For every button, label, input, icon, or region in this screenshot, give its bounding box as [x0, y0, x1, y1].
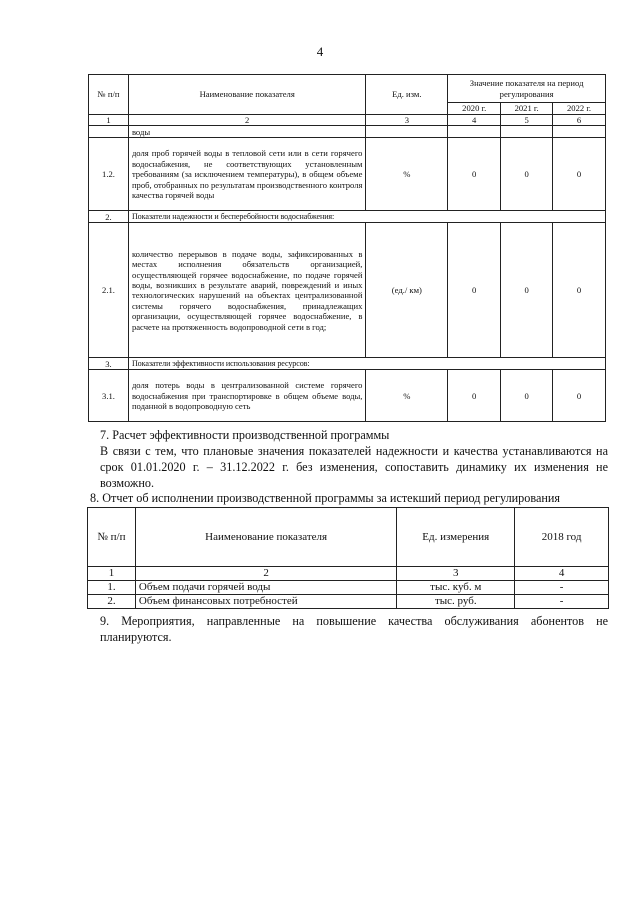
table-row — [89, 138, 606, 211]
row-value: 0 — [501, 370, 553, 422]
row-value: 0 — [448, 223, 501, 358]
empty-cell — [501, 126, 553, 138]
row-name: Объем подачи горячей воды — [135, 581, 396, 595]
row-name: Объем финансовых потребностей — [135, 595, 396, 609]
col-number: 2 — [128, 115, 366, 126]
row-value: 0 — [448, 370, 501, 422]
section-num: 3. — [89, 358, 129, 370]
header-year: 2021 г. — [501, 103, 553, 115]
row-value: 0 — [553, 138, 606, 211]
indicators-table — [88, 74, 606, 422]
col-number: 3 — [397, 567, 515, 581]
row-name: доля потерь воды в централизованной системе горячего водоснабжения при транспортировке в общем объеме воды, поданной в водопроводную сеть — [128, 370, 366, 422]
row-unit: тыс. куб. м — [397, 581, 515, 595]
table-row — [88, 581, 609, 595]
col-number: 4 — [515, 567, 609, 581]
header-unit: Ед. изм. — [366, 75, 448, 115]
empty-cell — [448, 126, 501, 138]
empty-cell — [553, 126, 606, 138]
row-num: 1.2. — [89, 138, 129, 211]
row-num: 3.1. — [89, 370, 129, 422]
row-value: 0 — [553, 223, 606, 358]
section-title: Показатели надежности и бесперебойности водоснабжения: — [128, 211, 605, 223]
header-year: 2022 г. — [553, 103, 606, 115]
header-name: Наименование показателя — [135, 508, 396, 567]
table-row — [89, 370, 606, 422]
row-num: 2. — [88, 595, 136, 609]
table-row — [88, 595, 609, 609]
row-value: - — [515, 581, 609, 595]
col-number: 1 — [88, 567, 136, 581]
report-table — [87, 507, 609, 609]
col-number: 5 — [501, 115, 553, 126]
table-row — [89, 223, 606, 358]
row-value: 0 — [501, 138, 553, 211]
row-unit: % — [366, 370, 448, 422]
row-unit: (ед./ км) — [366, 223, 448, 358]
col-number: 1 — [89, 115, 129, 126]
section7-title: 7. Расчет эффективности производственной программы — [100, 428, 390, 442]
col-number: 4 — [448, 115, 501, 126]
header-year: 2018 год — [515, 508, 609, 567]
section-row — [89, 358, 606, 370]
row-name: доля проб горячей воды в тепловой сети или в сети горячего водоснабжения, не соответствующих установленным требованиям (за исключением температуры), в общем объеме проб, отобранных по результатам производственного контроля качества горячей воды — [128, 138, 366, 211]
carry-over-text: воды — [128, 126, 366, 138]
empty-cell — [366, 126, 448, 138]
row-num: 1. — [88, 581, 136, 595]
header-period: Значение показателя на период регулирования — [448, 75, 606, 103]
section8-title: 8. Отчет об исполнении производственной программы за истекший период регулирования — [90, 491, 561, 505]
row-unit: тыс. руб. — [397, 595, 515, 609]
header-num: № п/п — [89, 75, 129, 115]
section-row — [89, 211, 606, 223]
row-value: 0 — [553, 370, 606, 422]
col-number: 3 — [366, 115, 448, 126]
section-title: Показатели эффективности использования ресурсов: — [128, 358, 605, 370]
row-value: - — [515, 595, 609, 609]
empty-cell — [89, 126, 129, 138]
row-name: количество перерывов в подаче воды, зафиксированных в местах исполнения обязательств организацией, осуществляющей горячее водоснабжение, по подаче горячей воды, возникших в результате аварий, повреждений и иных технологических нарушений на объектах централизованной системы горячего водоснабжения, принадлежащих организации, осуществляющей горячее водоснабжение, в расчете на протяженность водопроводной сети в год; — [128, 223, 366, 358]
col-number: 2 — [135, 567, 396, 581]
row-unit: % — [366, 138, 448, 211]
row-value: 0 — [448, 138, 501, 211]
section9-text: 9. Мероприятия, направленные на повышение качества обслуживания абонентов не планируются. — [100, 614, 608, 644]
header-name: Наименование показателя — [128, 75, 366, 115]
col-number: 6 — [553, 115, 606, 126]
page-number: 4 — [316, 44, 324, 59]
row-value: 0 — [501, 223, 553, 358]
header-year: 2020 г. — [448, 103, 501, 115]
header-num: № п/п — [88, 508, 136, 567]
section7-text: В связи с тем, что плановые значения показателей надежности и качества устанавливаются на срок 01.01.2020 г. – 31.12.2022 г. без изменения, сопоставить динамику их изменения не возможно. — [100, 444, 608, 490]
header-unit: Ед. измерения — [397, 508, 515, 567]
section-num: 2. — [89, 211, 129, 223]
row-num: 2.1. — [89, 223, 129, 358]
